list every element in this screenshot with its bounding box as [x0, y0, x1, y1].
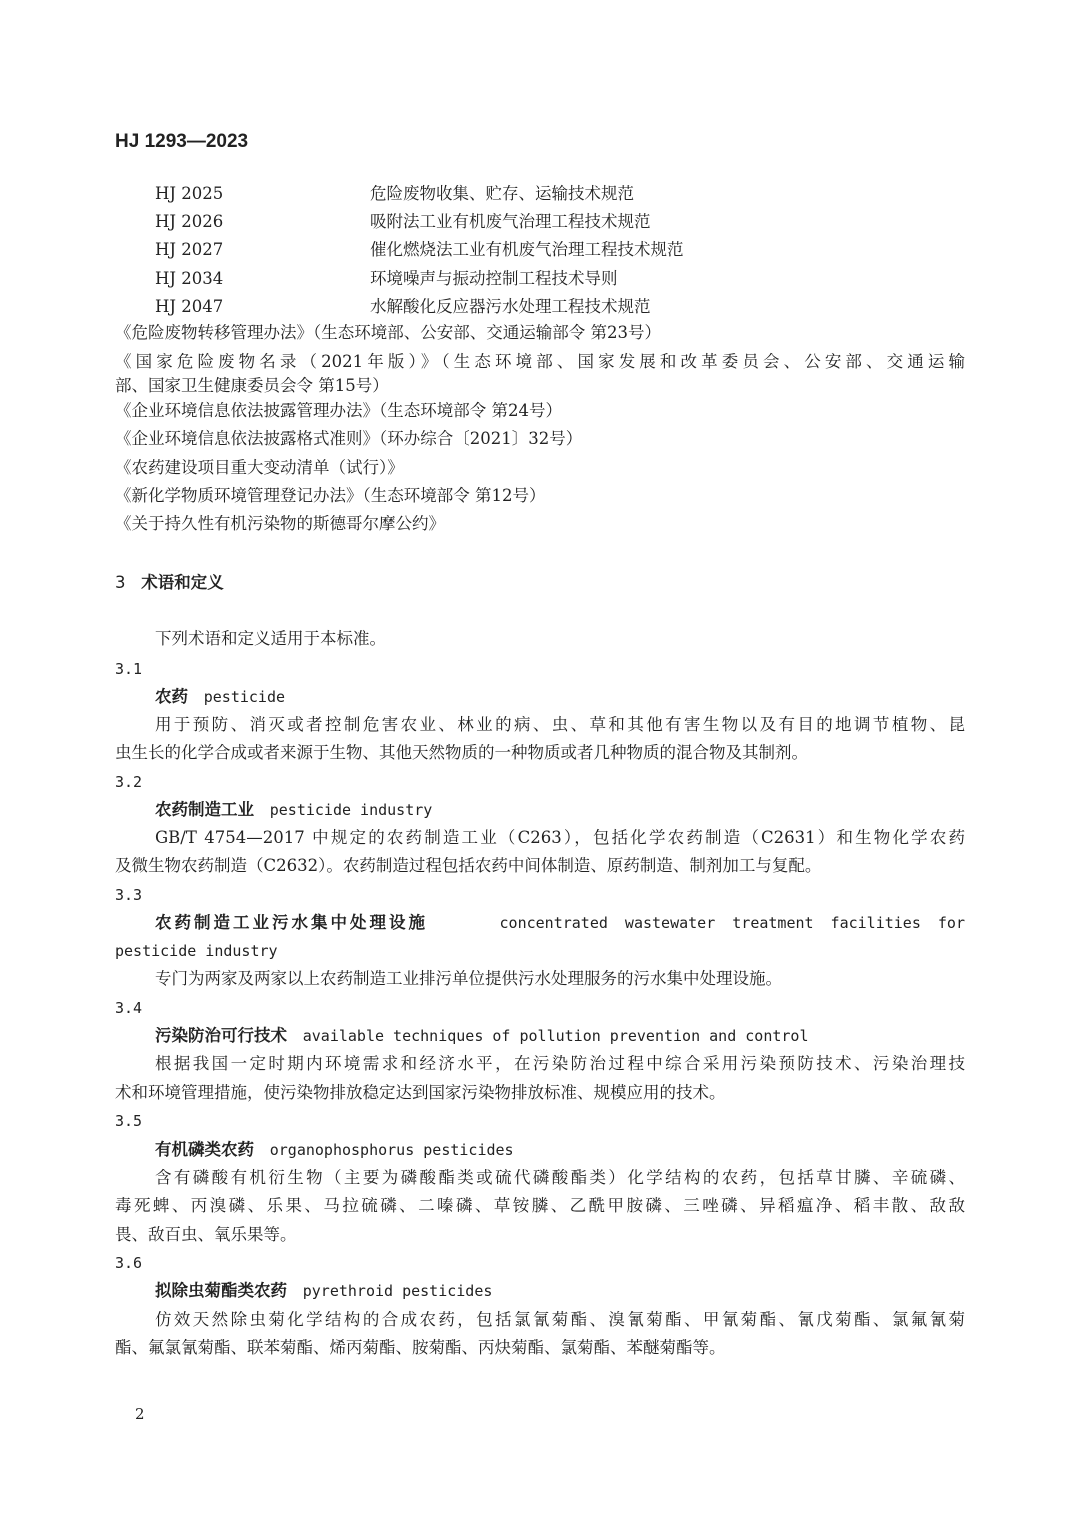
standard-title: 吸附法工业有机废气治理工程技术规范: [370, 212, 651, 231]
regulation: 《新化学物质环境管理登记办法》（生态环境部令 第12号）: [115, 486, 546, 505]
term-en: pesticide: [203, 688, 286, 706]
term-definition: 术和环境管理措施，使污染物排放稳定达到国家污染物排放标准、规模应用的技术。: [115, 1083, 726, 1102]
term-zh: 污染防治可行技术: [155, 1026, 287, 1045]
regulation: 《企业环境信息依法披露管理办法》（生态环境部令 第24号）: [115, 401, 562, 420]
term-definition: 用于预防、消灭或者控制危害农业、林业的病、虫、草和其他有害生物以及有目的地调节植物、昆: [155, 715, 965, 734]
term-number: 3.1: [115, 660, 143, 678]
term-definition: 虫生长的化学合成或者来源于生物、其他天然物质的一种物质或者几种物质的混合物及其制剂。: [115, 743, 808, 762]
term-heading: [155, 1281, 492, 1301]
document-header: HJ 1293—2023: [115, 131, 249, 152]
term-zh: 拟除虫菊酯类农药: [155, 1281, 287, 1300]
term-heading: [155, 800, 432, 820]
regulation: 《企业环境信息依法披露格式准则》（环办综合〔2021〕32号）: [115, 429, 583, 448]
term-definition: 含有磷酸有机衍生物（主要为磷酸酯类或硫代磷酸酯类）化学结构的农药，包括草甘膦、辛硫磷、: [155, 1168, 965, 1187]
page-number: 2: [135, 1405, 145, 1423]
term-definition: 根据我国一定时期内环境需求和经济水平，在污染防治过程中综合采用污染预防技术、污染治理技: [155, 1054, 965, 1073]
term-number: 3.5: [115, 1112, 143, 1130]
standard-code: HJ 2027: [155, 240, 224, 259]
term-number: 3.6: [115, 1254, 143, 1272]
standard-title: 水解酸化反应器污水处理工程技术规范: [370, 297, 651, 316]
standard-title: 危险废物收集、贮存、运输技术规范: [370, 184, 634, 203]
term-en: pesticide industry: [269, 801, 433, 819]
term-zh: 农药制造工业: [155, 800, 254, 819]
standard-code: HJ 2026: [155, 212, 224, 231]
standard-code: HJ 2025: [155, 184, 224, 203]
term-heading: [155, 687, 285, 707]
regulation-continued: 部、国家卫生健康委员会令 第15号）: [115, 376, 389, 395]
term-number: 3.4: [115, 999, 143, 1017]
term-definition: 仿效天然除虫菊化学结构的合成农药，包括氯氰菊酯、溴氰菊酯、甲氰菊酯、氰戊菊酯、氯氟氰菊: [155, 1310, 965, 1329]
term-definition: 毒死蜱、丙溴磷、乐果、马拉硫磷、二嗪磷、草铵膦、乙酰甲胺磷、三唑磷、异稻瘟净、稻丰散、敌敌: [115, 1196, 965, 1215]
term-heading: [155, 1026, 808, 1046]
term-number: 3.3: [115, 886, 143, 904]
standard-code: HJ 2047: [155, 297, 224, 316]
term-definition: 畏、敌百虫、氧乐果等。: [115, 1225, 297, 1244]
term-en-continued: pesticide industry: [115, 942, 278, 960]
term-en: available techniques of pollution prevention and control: [302, 1027, 809, 1045]
section-intro: 下列术语和定义适用于本标准。: [155, 629, 386, 648]
regulation: 《国家危险废物名录（2021年版）》（生态环境部、国家发展和改革委员会、公安部、交通运输: [115, 352, 965, 371]
regulation: 《危险废物转移管理办法》（生态环境部、公安部、交通运输部令 第23号）: [115, 323, 661, 342]
standard-title: 催化燃烧法工业有机废气治理工程技术规范: [370, 240, 684, 259]
term-definition: 及微生物农药制造（C2632）。农药制造过程包括农药中间体制造、原药制造、制剂加工与复配。: [115, 856, 822, 875]
section-heading: [115, 573, 224, 593]
term-zh: 农药: [155, 687, 188, 706]
regulation: 《关于持久性有机污染物的斯德哥尔摩公约》: [115, 514, 445, 533]
section-number: 3: [115, 573, 126, 592]
term-definition: 专门为两家及两家以上农药制造工业排污单位提供污水处理服务的污水集中处理设施。: [155, 969, 782, 988]
term-number: 3.2: [115, 773, 143, 791]
term-en: pyrethroid pesticides: [302, 1282, 493, 1300]
standard-code: HJ 2034: [155, 269, 224, 288]
term-zh: 农药制造工业污水集中处理设施: [155, 913, 428, 932]
term-definition: 酯、氟氯氰菊酯、联苯菊酯、烯丙菊酯、胺菊酯、丙炔菊酯、氯菊酯、苯醚菊酯等。: [115, 1338, 726, 1357]
term-heading: [155, 1140, 514, 1160]
term-en: concentrated wastewater treatment facilities for: [499, 914, 965, 932]
regulation: 《农药建设项目重大变动清单（试行）》: [115, 458, 404, 477]
term-heading: [155, 913, 965, 933]
term-definition: GB/T 4754—2017 中规定的农药制造工业（C263），包括化学农药制造（C2631）和生物化学农药: [155, 828, 965, 847]
term-zh: 有机磷类农药: [155, 1140, 254, 1159]
term-en: organophosphorus pesticides: [269, 1141, 514, 1159]
standard-title: 环境噪声与振动控制工程技术导则: [370, 269, 618, 288]
section-title: 术语和定义: [141, 573, 224, 592]
